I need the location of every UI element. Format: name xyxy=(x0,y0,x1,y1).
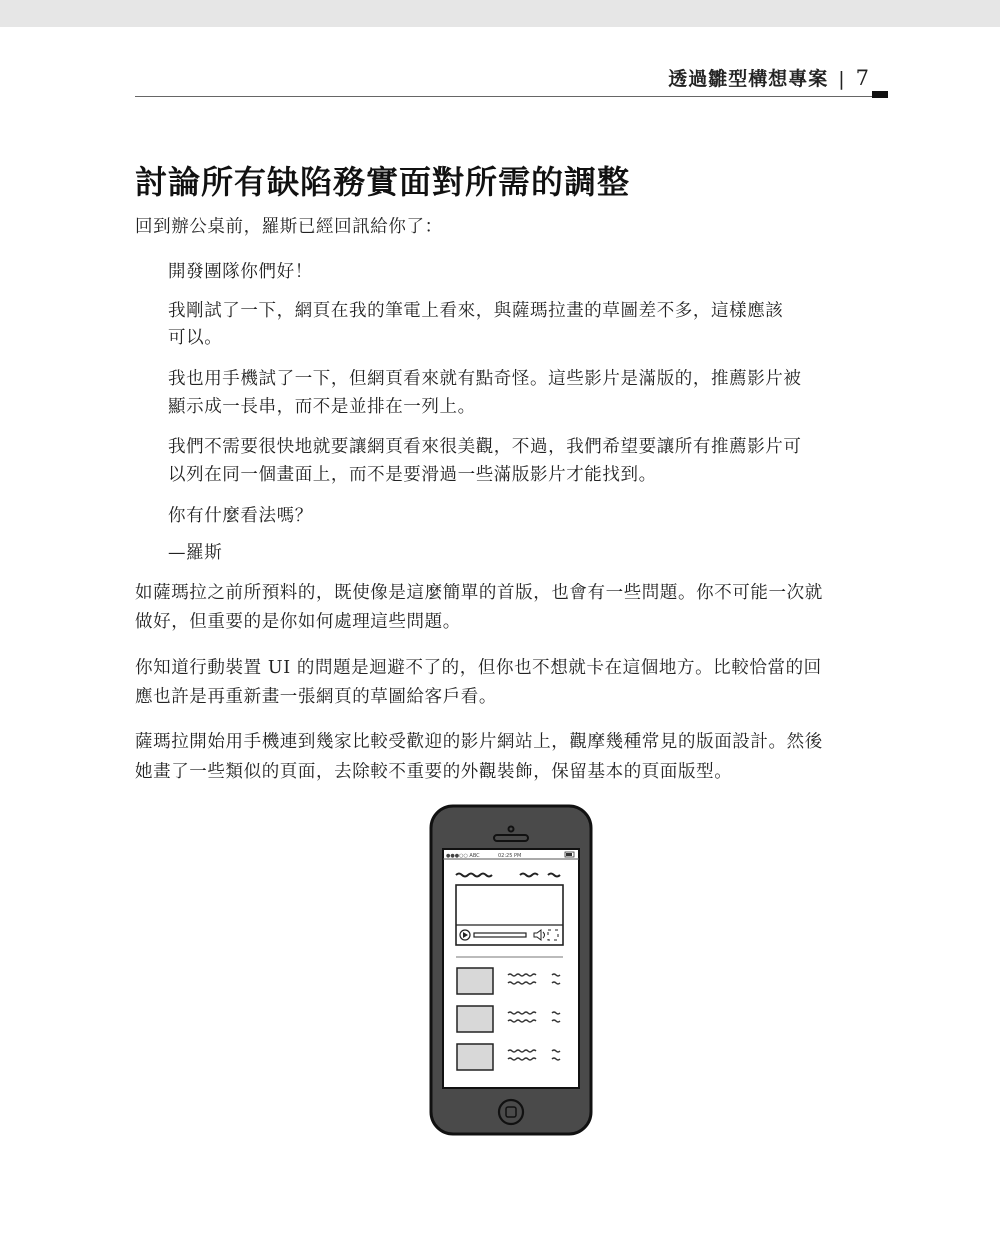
email-paragraph-1-line-1: 我剛試了一下，網頁在我的筆電上看來，與薩瑪拉畫的草圖差不多，這樣應該 xyxy=(168,301,784,321)
section-title: 討論所有缺陷務實面對所需的調整 xyxy=(135,163,631,201)
battery-fill xyxy=(566,853,572,856)
body-paragraph-1-line-1: 如薩瑪拉之前所預料的，既使像是這麼簡單的首版，也會有一些問題。你不可能一次就 xyxy=(135,583,823,603)
body-paragraph-2-line-1: 你知道行動裝置 UI 的問題是迴避不了的，但你也不想就卡在這個地方。比較恰當的回 xyxy=(135,658,822,678)
video-player xyxy=(456,885,563,945)
phone-sketch-illustration xyxy=(428,803,594,1137)
header-rule xyxy=(135,96,872,97)
email-greeting: 開發團隊你們好！ xyxy=(168,262,313,282)
body-paragraph-3-line-2: 她畫了一些類似的頁面，去除較不重要的外觀裝飾，保留基本的頁面版型。 xyxy=(135,762,733,782)
chapter-title: 透過雛型構想專案 xyxy=(668,68,829,90)
thumbnail xyxy=(457,1044,493,1070)
email-paragraph-2-line-2: 顯示成一長串，而不是並排在一列上。 xyxy=(168,397,476,417)
thumbnail xyxy=(457,1006,493,1032)
thumbnail xyxy=(457,968,493,994)
header-mark xyxy=(872,91,888,98)
top-margin-band xyxy=(0,0,1000,27)
body-paragraph-1-line-2: 做好，但重要的是你如何處理這些問題。 xyxy=(135,612,461,632)
email-paragraph-3-line-2: 以列在同一個畫面上，而不是要滑過一些滿版影片才能找到。 xyxy=(168,465,657,485)
email-paragraph-2-line-1: 我也用手機試了一下，但網頁看來就有點奇怪。這些影片是滿版的，推薦影片被 xyxy=(168,369,802,389)
body-paragraph-3-line-1: 薩瑪拉開始用手機連到幾家比較受歡迎的影片網站上，觀摩幾種常見的版面設計。然後 xyxy=(135,732,823,752)
status-time: 02:25 PM xyxy=(498,853,522,859)
email-signature: —羅斯 xyxy=(168,543,223,563)
page-number: 7 xyxy=(855,66,870,90)
email-paragraph-1-line-2: 可以。 xyxy=(168,328,223,348)
running-header xyxy=(668,64,870,91)
email-question: 你有什麼看法嗎？ xyxy=(168,506,313,526)
intro-paragraph: 回到辦公桌前，羅斯已經回訊給你了： xyxy=(135,217,443,237)
status-carrier: ●●●○○ ABC xyxy=(446,853,480,859)
body-paragraph-2-line-2: 應也許是再重新畫一張網頁的草圖給客戶看。 xyxy=(135,687,497,707)
header-separator: | xyxy=(838,68,846,90)
email-paragraph-3-line-1: 我們不需要很快地就要讓網頁看來很美觀，不過，我們希望要讓所有推薦影片可 xyxy=(168,437,802,457)
